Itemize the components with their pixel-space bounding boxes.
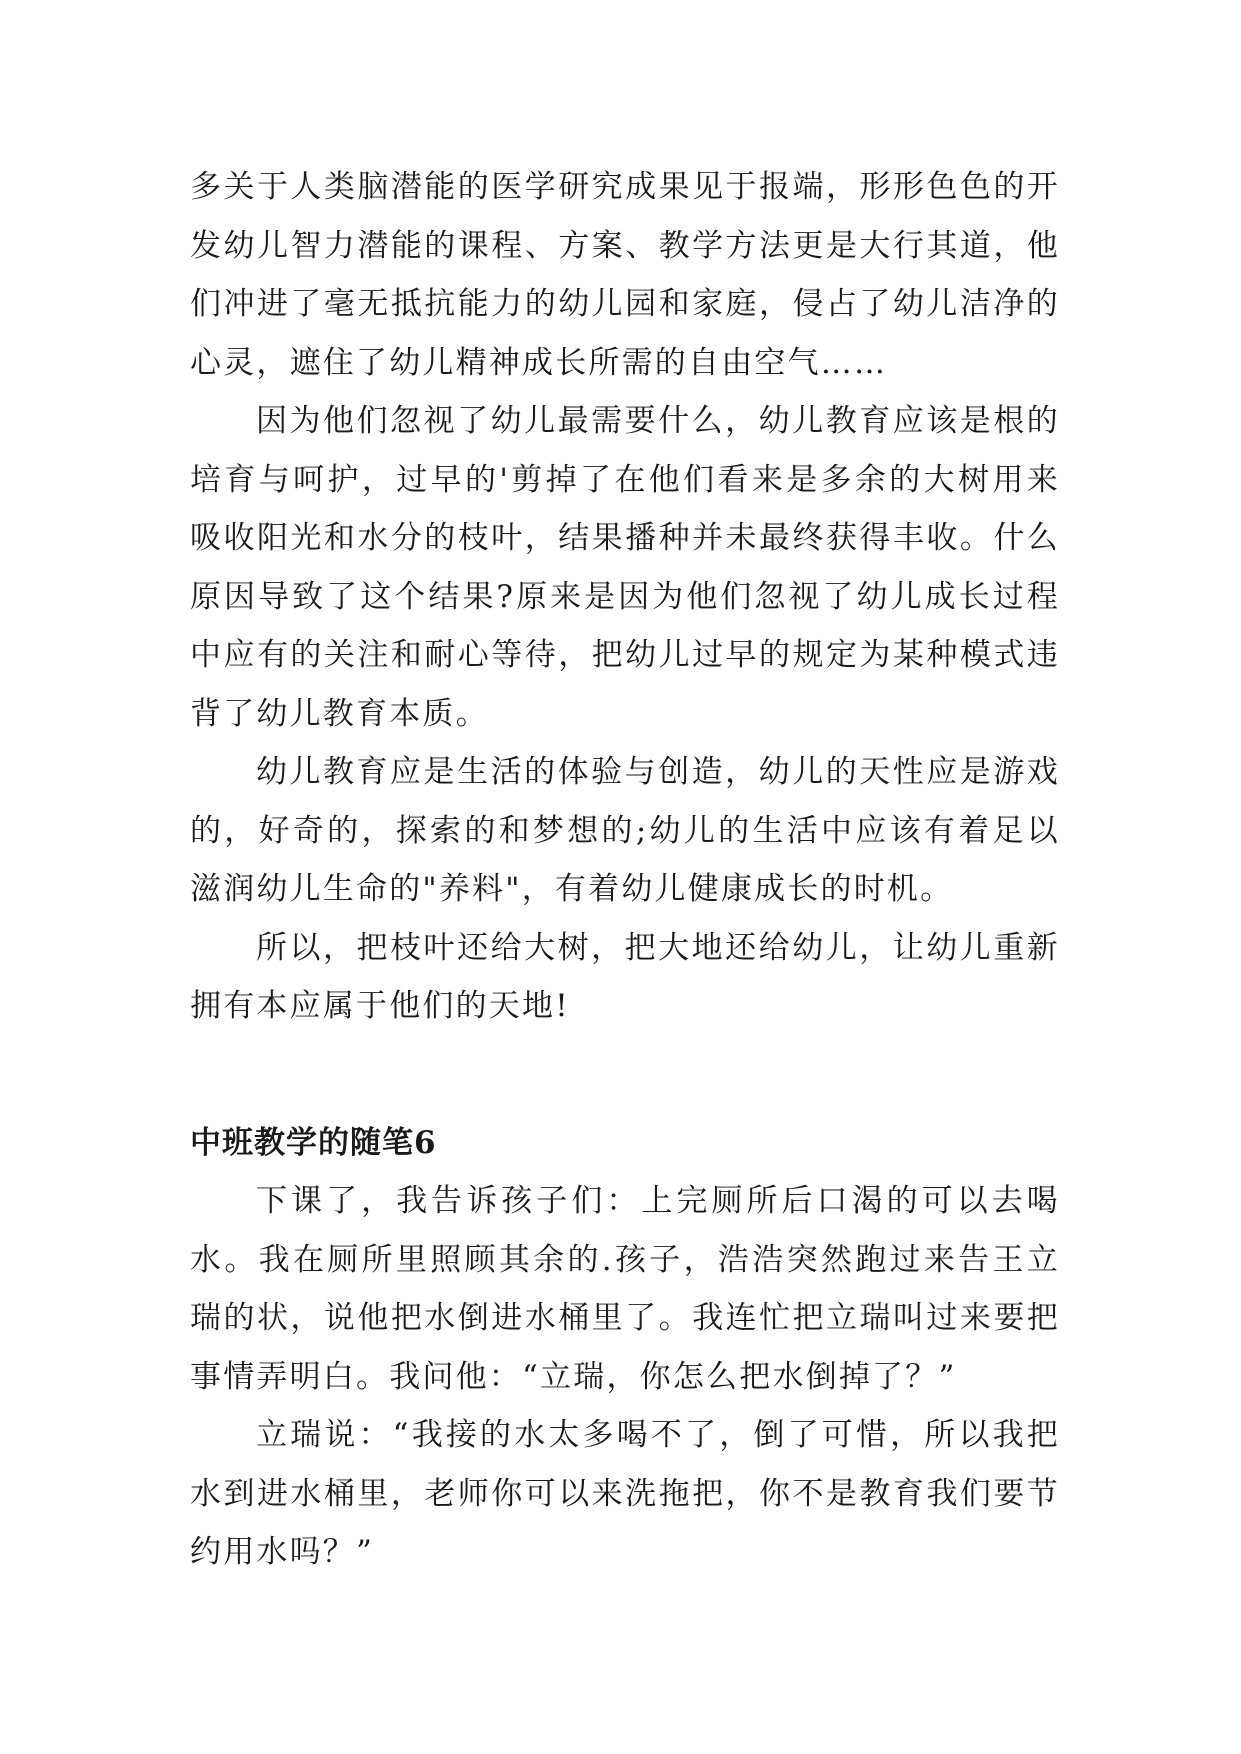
section-title: 中班教学的随笔6 xyxy=(190,1124,437,1161)
paragraph-2: 因为他们忽视了幼儿最需要什么，幼儿教育应该是根的培育与呵护，过早的'剪掉了在他们看来是多余的大树用来吸收阳光和水分的枝叶，结果播种并未最终获得丰收。什么原因导致了这个结果?原来是因为他们忽视了幼儿成长过程中应有的关注和耐心等待，把幼儿过早的规定为某种模式违背了幼儿教育本质。 xyxy=(190,403,1060,732)
document-page xyxy=(190,158,1060,1582)
paragraph-3: 幼儿教育应是生活的体验与创造，幼儿的天性应是游戏的，好奇的，探索的和梦想的;幼儿的生活中应该有着足以滋润幼儿生命的"养料"，有着幼儿健康成长的时机。 xyxy=(190,754,1060,907)
paragraph-4: 所以，把枝叶还给大树，把大地还给幼儿，让幼儿重新拥有本应属于他们的天地! xyxy=(190,929,1060,1024)
section-paragraph-2: 立瑞说：“我接的水太多喝不了，倒了可惜，所以我把水到进水桶里，老师你可以来洗拖把，你不是教育我们要节约用水吗？” xyxy=(190,1417,1060,1570)
section-paragraph-1: 下课了，我告诉孩子们：上完厕所后口渴的可以去喝水。我在厕所里照顾其余的.孩子，浩浩突然跑过来告王立瑞的状，说他把水倒进水桶里了。我连忙把立瑞叫过来要把事情弄明白。我问他：“立瑞，你怎么把水倒掉了？” xyxy=(190,1183,1060,1395)
paragraph-1: 多关于人类脑潜能的医学研究成果见于报端，形形色色的开发幼儿智力潜能的课程、方案、教学方法更是大行其道，他们冲进了毫无抵抗能力的幼儿园和家庭，侵占了幼儿洁净的心灵，遮住了幼儿精神成长所需的自由空气…… xyxy=(190,169,1060,381)
